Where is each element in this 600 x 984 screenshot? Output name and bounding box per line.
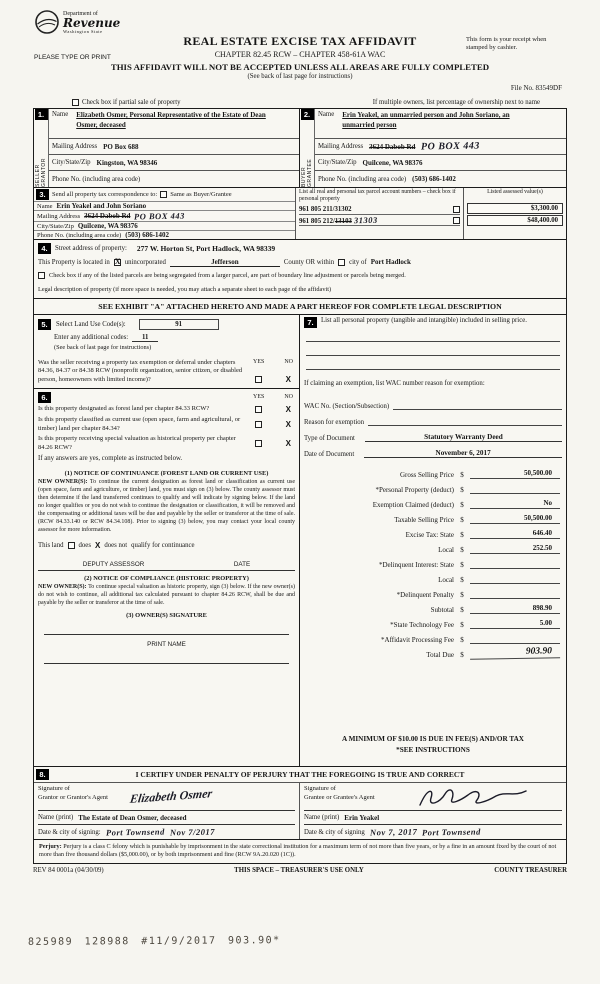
section-5-land-use (34, 315, 299, 389)
grantee-name-row (304, 811, 562, 825)
same-as-buyer-label: Same as Buyer/Grantee (170, 191, 232, 198)
grantor-name-row (38, 811, 295, 825)
current-use-question-text: Is this property classified as current use (open space, farm and agricultural, or timber) land per chapter 84.34? (38, 416, 241, 432)
buyer-phone-value: (503) 686-1402 (412, 175, 456, 183)
unincorporated-label: unincorporated (124, 258, 166, 266)
grantee-sig-label-1: Signature of (304, 785, 336, 792)
forest-land-no-x: X (285, 405, 291, 415)
section-5-see-back: (See back of last page for instructions) (54, 344, 152, 351)
this-land-label: This land (38, 541, 64, 549)
gross-selling-price-row (304, 464, 562, 479)
does-not-label: does not (104, 541, 128, 549)
seller-mailing-label: Mailing Address (52, 143, 98, 150)
correspondence-fields (34, 188, 296, 239)
section-1-number: 1. (35, 109, 48, 120)
please-type-or-print: PLEASE TYPE OR PRINT (34, 54, 111, 61)
buyer-name-value: Erin Yeakel, an unmarried person and John Soriano, an unmarried person (342, 111, 510, 129)
deputy-assessor-row (38, 561, 295, 568)
notice-compliance-heading: (2) NOTICE OF COMPLIANCE (HISTORIC PROPERTY) (84, 575, 249, 583)
warning-line: THIS AFFIDAVIT WILL NOT BE ACCEPTED UNLESS ALL AREAS ARE FULLY COMPLETED (110, 62, 490, 72)
buyer-city-label: City/State/Zip (318, 159, 357, 166)
section-4-property-location (34, 240, 566, 299)
buyer-side-column (300, 109, 315, 187)
forest-land-question (38, 405, 295, 414)
right-column (300, 315, 566, 766)
minimum-fee-note (304, 734, 562, 756)
state-technology-fee-value: 5.00 (470, 619, 560, 629)
grantor-city-handwritten: Port Townsend (105, 826, 165, 838)
county-or-label: County OR within (283, 258, 335, 266)
delinquent-penalty-row (304, 584, 562, 599)
assessed-values-column (464, 188, 566, 239)
dollar-sign: $ (460, 651, 464, 659)
seller-name-row (49, 109, 299, 139)
city-of-label: city of (349, 258, 367, 266)
buyer-phone-row (315, 171, 566, 187)
section-4-number: 4. (38, 243, 51, 254)
wac-number-line[interactable] (393, 401, 562, 410)
seller-city-row (49, 155, 299, 171)
historic-property-marks (251, 435, 295, 452)
assessed-value-2: $48,400.00 (467, 215, 563, 226)
excise-tax-state-row (304, 524, 562, 539)
buyer-fields (315, 109, 566, 187)
exemption-yes-no-column (251, 359, 295, 384)
dollar-sign: $ (460, 531, 464, 539)
seller-side-text-a: SELLER (35, 164, 41, 187)
logo-department-of: Department of (63, 10, 98, 17)
buyer-mailing-label: Mailing Address (318, 143, 364, 150)
deputy-assessor-line[interactable] (38, 570, 295, 571)
partial-sale-row (0, 96, 600, 108)
subtotal-label: Subtotal (430, 606, 454, 614)
seller-city-label: City/State/Zip (52, 159, 91, 166)
date-of-document-label: Date of Document (304, 451, 355, 458)
grantor-signature: Elizabeth Osmer (129, 786, 214, 806)
grantee-signature-row[interactable] (304, 785, 562, 811)
partial-sale-checkbox[interactable] (72, 99, 79, 106)
corr-name-label: Name (37, 202, 53, 210)
section-7-sale-details (300, 315, 566, 766)
seller-name-label: Name (52, 111, 69, 118)
gross-selling-price-value: 50,500.00 (470, 469, 560, 479)
answers-yes-note: If any answers are yes, complete as instructed below. (38, 455, 183, 463)
buyer-city-value: Quilcene, WA 98376 (362, 158, 423, 167)
type-of-document-row (304, 426, 562, 442)
personal-property-label: List all personal property (tangible and intangible) included in selling price. (321, 317, 527, 324)
perjury-text: Perjury is a class C felony which is punishable by imprisonment in the state correctional institution for a maximum term of not more than five years, or by a fine in an amount fixed by the court of not more than five thousand dollars ($5,000.00), or by both imprisonment and fine (RCW 9A.20.020 (1C)). (39, 843, 557, 859)
grantee-date-handwritten: Nov 7, 2017 (369, 826, 418, 838)
total-due-row (304, 644, 562, 659)
grantee-name-label: Name (print) (304, 814, 340, 821)
section-8-certification (34, 767, 566, 840)
logo-washington-state: Washington State (63, 28, 103, 34)
yes-label: YES (253, 359, 265, 365)
located-in-label: This Property is located in (38, 258, 110, 266)
county-value: Jefferson (170, 258, 280, 267)
grantor-sig-label-2: Grantor or Grantor's Agent (38, 793, 108, 801)
section-3-number: 3. (36, 189, 49, 200)
exemption-no-x: X (285, 375, 291, 385)
date-of-document-value: November 6, 2017 (364, 449, 562, 458)
grantor-name-label: Name (print) (38, 814, 74, 821)
corr-mailing-struck-value: 3624 Dabob Rd (84, 212, 131, 220)
type-of-document-value: Statutory Warranty Deed (365, 433, 562, 442)
land-use-code-value: 91 (139, 319, 219, 330)
corr-mailing-handwritten-value: PO BOX 443 (134, 210, 186, 222)
personal-property-deduct-label: *Personal Property (deduct) (375, 486, 454, 494)
exemption-wac-note: If claiming an exemption, list WAC number reason for exemption: (304, 380, 485, 387)
exemption-question-block (38, 359, 295, 384)
print-name-label: PRINT NAME (147, 641, 186, 649)
seller-phone-row (49, 171, 299, 187)
dollar-sign: $ (460, 561, 464, 569)
reason-exemption-row (304, 410, 562, 426)
additional-codes-value: 11 (132, 334, 158, 342)
parcel-row-1 (299, 204, 460, 215)
parcel-row-2 (299, 215, 460, 226)
forest-land-yes-checkbox[interactable] (255, 406, 262, 413)
current-use-no-x: X (285, 420, 291, 430)
parcel-2-prefix: 961 805 212/ (299, 218, 335, 225)
corr-city-label: City/State/Zip (37, 222, 74, 230)
cashier-receipt-stamp: 825989 128988 #11/9/2017 903.90* (27, 935, 281, 948)
grantee-signature-scribble (414, 785, 534, 811)
section-2-buyer (300, 109, 566, 187)
buyer-name-label: Name (318, 111, 335, 118)
affidavit-processing-fee-label: *Affidavit Processing Fee (381, 636, 454, 644)
current-use-yes-checkbox[interactable] (255, 421, 262, 428)
buyer-name-row (315, 109, 566, 139)
taxable-selling-price-label: Taxable Selling Price (394, 516, 454, 524)
subtotal-value: 898.90 (470, 604, 560, 614)
owner-signature-line[interactable] (44, 619, 289, 635)
personal-property-line-1[interactable] (306, 328, 560, 342)
buyer-city-row (315, 155, 566, 171)
taxable-selling-price-value: 50,500.00 (470, 514, 560, 524)
buyer-mailing-struck-value: 3624 Dabob Rd (369, 142, 416, 151)
excise-tax-local-row (304, 539, 562, 554)
segregated-label: Check box if any of the listed parcels are being segregated from a larger parcel, are part of boundary line adjustment or parcels being merged. (49, 272, 406, 280)
unincorporated-checkbox[interactable] (114, 256, 121, 266)
delinquent-interest-state-row (304, 554, 562, 569)
subtotal-row (304, 599, 562, 614)
seller-grantor-vertical-label (35, 120, 47, 187)
multiple-owners-note: If multiple owners, list percentage of ownership next to name (372, 98, 540, 106)
parcel-2-handwritten-digits: 31303 (353, 214, 378, 226)
section-7-number: 7. (304, 317, 317, 328)
corr-phone-value: (503) 686-1402 (125, 231, 170, 239)
reason-exemption-label: Reason for exemption (304, 419, 365, 426)
chapter-subtitle: CHAPTER 82.45 RCW – CHAPTER 458-61A WAC (214, 50, 386, 59)
seller-mailing-value: PO Box 688 (103, 142, 139, 151)
located-in-row (38, 256, 562, 270)
corr-name-value: Erin Yeakel and John Soriano (56, 202, 147, 210)
send-correspondence-label: Send all property tax correspondence to: (52, 191, 158, 198)
forest-land-marks (251, 405, 295, 414)
section-8-number: 8. (36, 769, 49, 780)
street-address-value: 277 W. Horton St, Port Hadlock, WA 98339 (136, 244, 276, 254)
notice-continuance-text: To continue the current designation as forest land or classification as current use (open space, farm and agriculture, or timber) land, you must sign on (3) below. The county assessor must then determine if the land transferred continues to qualify and will indicate by signing below. If the land no longer qualifies or you do not wish to continue the designation or classification, it will be removed and the compensating or additional taxes will be due and payable by the seller or transferor at the time of sale. (RCW 84.33.140 or RCW 84.34.108). Prior to signing (3) below, you may contact your local county assessor for more information. (38, 479, 295, 533)
grantee-date-row (304, 825, 562, 839)
total-due-handwritten-value: 903.90 (470, 646, 560, 660)
exemption-question-text: Was the seller receiving a property tax exemption or deferral under chapters 84.36, 84.37 or 84.38 RCW (nonprofit organization, senior citizen, or disabled person, homeowners with limited income)? (38, 359, 243, 383)
dor-seal-icon (34, 9, 60, 35)
delinquent-interest-state-value (470, 559, 560, 569)
correspondence-name-row (34, 201, 295, 210)
seller-name-value: Elizabeth Osmer, Personal Representative of the Estate of Dean Osmer, deceased (76, 111, 266, 129)
dollar-sign: $ (460, 591, 464, 599)
file-no-label: File No. (510, 84, 534, 92)
unincorporated-checkbox-x: X (114, 256, 121, 266)
grantee-sig-label-2: Grantee or Grantee's Agent (304, 793, 375, 801)
total-due-label: Total Due (426, 651, 454, 659)
assessed-values-header: Listed assessed value(s) (487, 189, 543, 195)
affidavit-form (33, 108, 567, 864)
dor-logo-text (63, 11, 120, 34)
grantor-name-value: The Estate of Dean Osmer, deceased (78, 813, 187, 822)
buyer-mailing-row (315, 139, 566, 155)
section-6-header (38, 391, 295, 403)
excise-tax-state-value: 646.40 (470, 529, 560, 539)
seller-city-value: Kingston, WA 98346 (96, 158, 158, 167)
section-2-number: 2. (301, 109, 314, 120)
does-not-x: X (94, 540, 101, 550)
parcel-numbers-header: List all real and personal tax parcel account numbers – check box if personal property (299, 189, 456, 202)
seller-side-text-b: GRANTOR (41, 157, 47, 187)
dollar-sign: $ (460, 486, 464, 494)
section-6-yes-no-header (251, 394, 295, 400)
corr-mailing-label: Mailing Address (37, 212, 81, 220)
buyer-grantee-vertical-label (301, 120, 313, 187)
correspondence-header (34, 188, 295, 201)
dollar-sign: $ (460, 471, 464, 479)
form-title: REAL ESTATE EXCISE TAX AFFIDAVIT (183, 34, 417, 48)
parties-row (34, 109, 566, 188)
land-does-checkbox[interactable] (68, 542, 75, 549)
assessed-value-1: $3,300.00 (467, 203, 563, 214)
additional-codes-label: Enter any additional codes: (54, 334, 129, 341)
exemption-claimed-label: Exemption Claimed (deduct) (372, 501, 454, 509)
county-treasurer-label: COUNTY TREASURER (494, 866, 567, 874)
street-address-row (38, 242, 562, 256)
dollar-sign: $ (460, 501, 464, 509)
taxable-selling-price-row (304, 509, 562, 524)
section-1-seller (34, 109, 300, 187)
excise-tax-local-value: 252.50 (470, 544, 560, 554)
grantor-signature-block (34, 783, 300, 839)
exemption-claimed-value: No (470, 499, 560, 509)
receipt-note: This form is your receipt when stamped by cashier. (466, 36, 547, 52)
buyer-phone-label: Phone No. (including area code) (318, 175, 407, 183)
parcel-2-personal-checkbox[interactable] (453, 217, 460, 224)
certify-statement: I CERTIFY UNDER PENALTY OF PERJURY THAT THE FOREGOING IS TRUE AND CORRECT (135, 770, 465, 779)
certify-header (34, 767, 566, 783)
dollar-sign: $ (460, 516, 464, 524)
city-name-value: Port Hadlock (370, 258, 411, 267)
excise-tax-state-label: Excise Tax: State (405, 531, 454, 539)
correspondence-mailing-row (34, 210, 295, 221)
historic-no-x: X (285, 439, 291, 449)
middle-columns (34, 315, 566, 767)
owners-signature-heading: (3) OWNER(S) SIGNATURE (126, 612, 207, 620)
wac-number-row (304, 394, 562, 410)
current-use-question (38, 416, 295, 433)
affidavit-processing-fee-value (470, 634, 560, 644)
partial-sale-group (72, 99, 181, 106)
city-checkbox[interactable] (338, 259, 345, 266)
segregated-checkbox[interactable] (38, 272, 45, 279)
grantor-date-handwritten: Nov 7/2017 (169, 826, 215, 838)
new-owners-lead-1: NEW OWNER(S): (38, 479, 88, 486)
state-technology-fee-row (304, 614, 562, 629)
current-use-marks (251, 416, 295, 433)
notice-continuance-heading: (1) NOTICE OF CONTINUANCE (FOREST LAND OR CURRENT USE) (64, 470, 269, 478)
exemption-claimed-row (304, 494, 562, 509)
seller-phone-label: Phone No. (including area code) (52, 175, 141, 183)
grantor-date-label: Date & city of signing: (38, 828, 101, 836)
section-6-classification (34, 389, 299, 766)
delinquent-interest-local-value (470, 574, 560, 584)
personal-property-line-3[interactable] (306, 356, 560, 370)
parcel-numbers-column (296, 188, 464, 239)
historic-property-question (38, 435, 295, 452)
same-as-buyer-checkbox[interactable] (160, 191, 167, 198)
exemption-yes-no-header (251, 359, 295, 365)
delinquent-interest-local-label: Local (438, 576, 454, 584)
section-5-number: 5. (38, 319, 51, 330)
legal-description-label: Legal description of property (if more space is needed, you may attach a separate sheet to each page of the affidavit) (38, 285, 332, 293)
buyer-side-text-a: BUYER (301, 166, 307, 187)
correspondence-phone-row (34, 230, 295, 239)
land-qualify-row (38, 539, 295, 551)
new-owners-lead-2: NEW OWNER(S): (38, 584, 87, 591)
form-header (0, 0, 600, 84)
minimum-fee-line-1: A MINIMUM OF $10.00 IS DUE IN FEE(S) AND/OR TAX (342, 735, 524, 744)
seller-mailing-row (49, 139, 299, 155)
buyer-mailing-handwritten-value: PO BOX 443 (421, 140, 481, 153)
perjury-label: Perjury: (39, 843, 62, 850)
date-label: DATE (233, 561, 251, 569)
buyer-side-text-b: GRANTEE (307, 158, 313, 187)
grantee-signature-block (300, 783, 566, 839)
file-no-value: 83549DF (535, 84, 562, 92)
land-use-label: Select Land Use Code(s): (56, 320, 126, 328)
parcel-1-personal-checkbox[interactable] (453, 206, 460, 213)
print-name-line[interactable] (44, 648, 289, 664)
section-3-correspondence (34, 188, 566, 240)
dollar-sign: $ (460, 606, 464, 614)
grantee-city-handwritten: Port Townsend (422, 826, 482, 838)
parcel-1-number: 961 805 211/31302 (299, 205, 352, 213)
corr-phone-label: Phone No. (including area code) (37, 231, 122, 239)
delinquent-interest-state-label: *Delinquent Interest: State (378, 561, 454, 569)
deputy-assessor-label: DEPUTY ASSESSOR (82, 561, 145, 569)
parcel-2-struck-digits: 13103 (334, 218, 352, 225)
personal-property-line-2[interactable] (306, 342, 560, 356)
notice-compliance-text: To continue special valuation as historic property, sign (3) below. If the new owner(s) do not wish to continue, all additional tax calculated pursuant to chapter 84.26 RCW, shall be due and payable by the seller or transferor at the time of sale. (38, 584, 295, 607)
delinquent-penalty-label: *Delinquent Penalty (396, 591, 454, 599)
seller-fields (49, 109, 299, 187)
legal-description-row (38, 283, 562, 297)
dollar-sign: $ (460, 576, 464, 584)
forest-land-question-text: Is this property designated as forest land per chapter 84.33 RCW? (38, 405, 210, 413)
rev-form-number: REV 84 0001a (04/30/09) (33, 866, 104, 874)
grantee-date-label: Date & city of signing (304, 828, 365, 836)
notice-continuance-paragraph (38, 479, 295, 534)
date-of-document-row (304, 442, 562, 458)
see-back-note: (See back of last page for instructions) (247, 73, 353, 80)
segregated-row (38, 269, 562, 283)
treasurer-space-label: THIS SPACE – TREASURER'S USE ONLY (234, 866, 364, 874)
delinquent-penalty-value (470, 589, 560, 599)
dor-logo (34, 9, 120, 35)
land-use-row (38, 317, 295, 331)
excise-tax-table (304, 464, 562, 659)
does-label: does (78, 541, 91, 549)
file-number-row (0, 84, 600, 96)
signature-blocks (34, 783, 566, 839)
yes-label: YES (253, 394, 265, 401)
street-address-label: Street address of property: (55, 245, 127, 253)
no-label: NO (284, 359, 293, 365)
state-technology-fee-label: *State Technology Fee (390, 621, 454, 629)
partial-sale-label: Check box if partial sale of property (82, 98, 181, 106)
personal-property-deduct-value (470, 484, 560, 494)
grantor-date-row (38, 825, 295, 839)
gross-selling-price-label: Gross Selling Price (399, 471, 454, 479)
excise-tax-local-label: Local (438, 546, 454, 554)
left-column (34, 315, 300, 766)
dollar-sign: $ (460, 636, 464, 644)
type-of-document-label: Type of Document (304, 435, 355, 442)
corr-city-value: Quilcene, WA 98376 (77, 222, 138, 230)
grantor-sig-label-1: Signature of (38, 785, 70, 792)
wac-number-label: WAC No. (Section/Subsection) (304, 403, 390, 410)
parcel-2-number (299, 215, 377, 225)
form-footer (33, 864, 567, 874)
dollar-sign: $ (460, 621, 464, 629)
grantee-name-value: Erin Yeakel (344, 813, 380, 822)
personal-property-header (304, 317, 562, 328)
affidavit-processing-fee-row (304, 629, 562, 644)
minimum-fee-line-2: *SEE INSTRUCTIONS (396, 746, 470, 755)
notice-compliance-paragraph (38, 584, 295, 608)
logo-revenue: Revenue (63, 15, 121, 30)
dollar-sign: $ (460, 546, 464, 554)
reason-exemption-line[interactable] (368, 417, 562, 426)
no-label: NO (284, 394, 293, 401)
correspondence-city-row (34, 221, 295, 230)
exhibit-a-line: SEE EXHIBIT "A" ATTACHED HERETO AND MADE A PART HEREOF FOR COMPLETE LEGAL DESCRIPTION (34, 299, 566, 315)
additional-codes-row (38, 331, 295, 344)
historic-yes-checkbox[interactable] (255, 440, 262, 447)
exemption-yes-checkbox[interactable] (255, 376, 262, 383)
exemption-answer-marks (251, 375, 295, 384)
perjury-statement (34, 840, 566, 863)
qualify-label: qualify for continuance (131, 541, 195, 549)
grantor-signature-row[interactable] (38, 785, 295, 811)
historic-property-question-text: Is this property receiving special valuation as historical property per chapter 84.26 RCW? (38, 435, 236, 451)
personal-property-deduct-row (304, 479, 562, 494)
seller-side-column (34, 109, 49, 187)
section-6-number: 6. (38, 392, 51, 403)
delinquent-interest-local-row (304, 569, 562, 584)
